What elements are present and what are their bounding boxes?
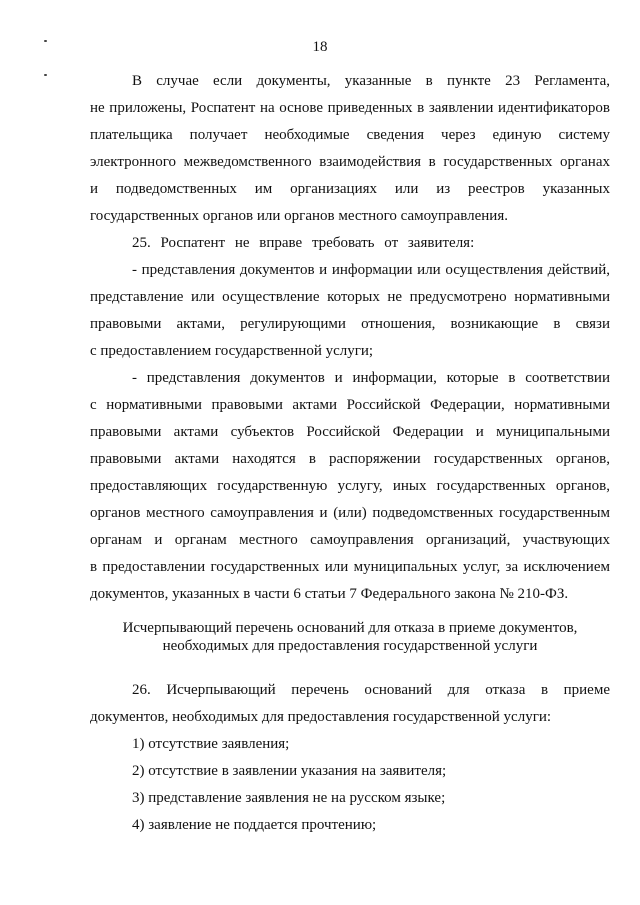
scan-speck [44, 74, 47, 76]
paragraph-line: не приложены, Роспатент на основе приведенных в заявлении идентификаторов [90, 100, 610, 116]
paragraph-line: и подведомственных им организациях или из реестров указанных [90, 181, 610, 197]
list-item: 3) представление заявления не на русском языке; [132, 790, 446, 806]
paragraph-line: плательщика получает необходимые сведения через единую систему [90, 127, 610, 143]
paragraph-line: органам и органам местного самоуправления организаций, участвующих [90, 532, 610, 548]
paragraph-line: документов, указанных в части 6 статьи 7 Федерального закона № 210-ФЗ. [90, 586, 569, 602]
paragraph-line: правовыми актами, регулирующими отношения, возникающие в связи [90, 316, 610, 332]
paragraph-line: документов, необходимых для предоставления государственной услуги: [90, 709, 552, 725]
section-heading: необходимых для предоставления государственной услуги [162, 638, 538, 654]
paragraph-line: предоставляющих государственную услугу, иных государственных органов, [90, 478, 610, 494]
paragraph-line: представление или осуществление которых не предусмотрено нормативными [90, 289, 610, 305]
paragraph-line: 26. Исчерпывающий перечень оснований для отказа в приеме [132, 682, 610, 698]
paragraph-line: в предоставлении государственных или муниципальных услуг, за исключением [90, 559, 610, 575]
list-item: 4) заявление не поддается прочтению; [132, 817, 377, 833]
list-item: 1) отсутствие заявления; [132, 736, 290, 752]
paragraph-line: с нормативными правовыми актами Российской Федерации, нормативными [90, 397, 610, 413]
paragraph-line: 25. Роспатент не вправе требовать от заявителя: [132, 235, 475, 251]
page-number: 18 [312, 39, 328, 55]
paragraph-line: с предоставлением государственной услуги; [90, 343, 374, 359]
section-heading: Исчерпывающий перечень оснований для отказа в приеме документов, [122, 620, 578, 636]
paragraph-line: - представления документов и информации или осуществления действий, [132, 262, 610, 278]
paragraph-line: органов местного самоуправления и (или) подведомственных государственным [90, 505, 610, 521]
paragraph-line: государственных органов или органов местного самоуправления. [90, 208, 508, 224]
paragraph-line: правовыми актами находятся в распоряжении государственных органов, [90, 451, 610, 467]
paragraph-line: электронного межведомственного взаимодействия в государственных органах [90, 154, 610, 170]
paragraph-line: В случае если документы, указанные в пункте 23 Регламента, [132, 73, 610, 89]
paragraph-line: правовыми актами субъектов Российской Федерации и муниципальными [90, 424, 610, 440]
list-item: 2) отсутствие в заявлении указания на заявителя; [132, 763, 447, 779]
paragraph-line: - представления документов и информации, которые в соответствии [132, 370, 610, 386]
